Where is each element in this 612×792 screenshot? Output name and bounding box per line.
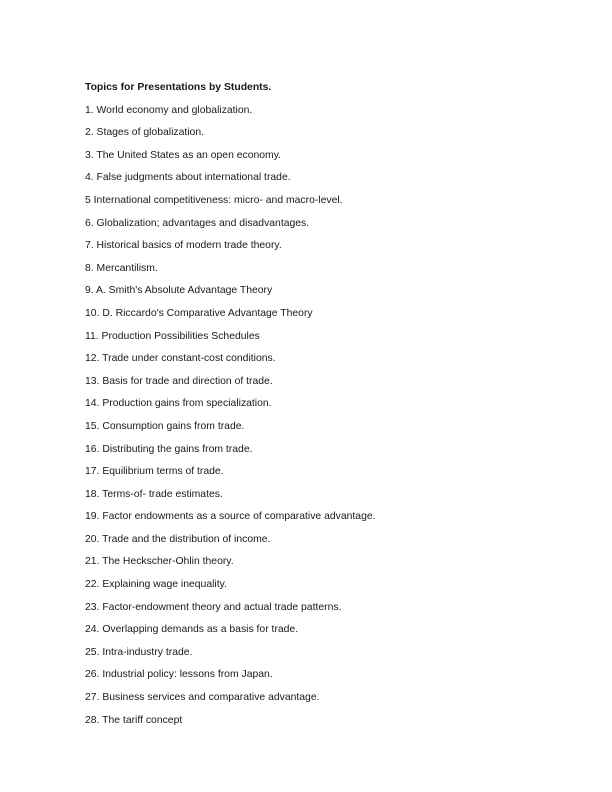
topic-item: 27. Business services and comparative advantage. [85, 692, 320, 704]
topic-item: 13. Basis for trade and direction of trade. [85, 375, 273, 387]
document-title: Topics for Presentations by Students. [85, 82, 272, 93]
topic-item: 22. Explaining wage inequality. [85, 579, 227, 591]
topic-item: 25. Intra-industry trade. [85, 646, 193, 658]
topic-item: 16. Distributing the gains from trade. [85, 443, 253, 455]
topic-item: 5 International competitiveness: micro- and macro-level. [85, 194, 343, 206]
topic-item: 21. The Heckscher-Ohlin theory. [85, 556, 234, 568]
topic-item: 1. World economy and globalization. [85, 104, 253, 116]
topic-item: 24. Overlapping demands as a basis for trade. [85, 624, 299, 636]
topic-item: 3. The United States as an open economy. [85, 149, 282, 161]
topic-item: 8. Mercantilism. [85, 262, 158, 274]
topic-item: 12. Trade under constant-cost conditions. [85, 353, 276, 365]
topic-item: 4. False judgments about international trade. [85, 172, 291, 184]
topic-item: 28. The tariff concept [85, 714, 183, 726]
topic-item: 23. Factor-endowment theory and actual trade patterns. [85, 601, 342, 613]
topic-item: 6. Globalization; advantages and disadvantages. [85, 217, 310, 229]
topic-item: 20. Trade and the distribution of income. [85, 533, 271, 545]
topic-list [85, 104, 555, 727]
document-body [85, 81, 555, 736]
topic-item: 19. Factor endowments as a source of comparative advantage. [85, 511, 376, 523]
topic-item: 7. Historical basics of modern trade theory. [85, 240, 282, 252]
topic-item: 11. Production Possibilities Schedules [85, 330, 260, 342]
topic-item: 9. A. Smith's Absolute Advantage Theory [85, 285, 273, 297]
topic-item: 17. Equilibrium terms of trade. [85, 466, 224, 478]
topic-item: 18. Terms-of- trade estimates. [85, 488, 223, 500]
topic-item: 15. Consumption gains from trade. [85, 420, 245, 432]
topic-item: 2. Stages of globalization. [85, 127, 204, 139]
topic-item: 14. Production gains from specialization. [85, 398, 272, 410]
topic-item: 26. Industrial policy: lessons from Japan. [85, 669, 273, 681]
topic-item: 10. D. Riccardo's Comparative Advantage Theory [85, 307, 313, 319]
